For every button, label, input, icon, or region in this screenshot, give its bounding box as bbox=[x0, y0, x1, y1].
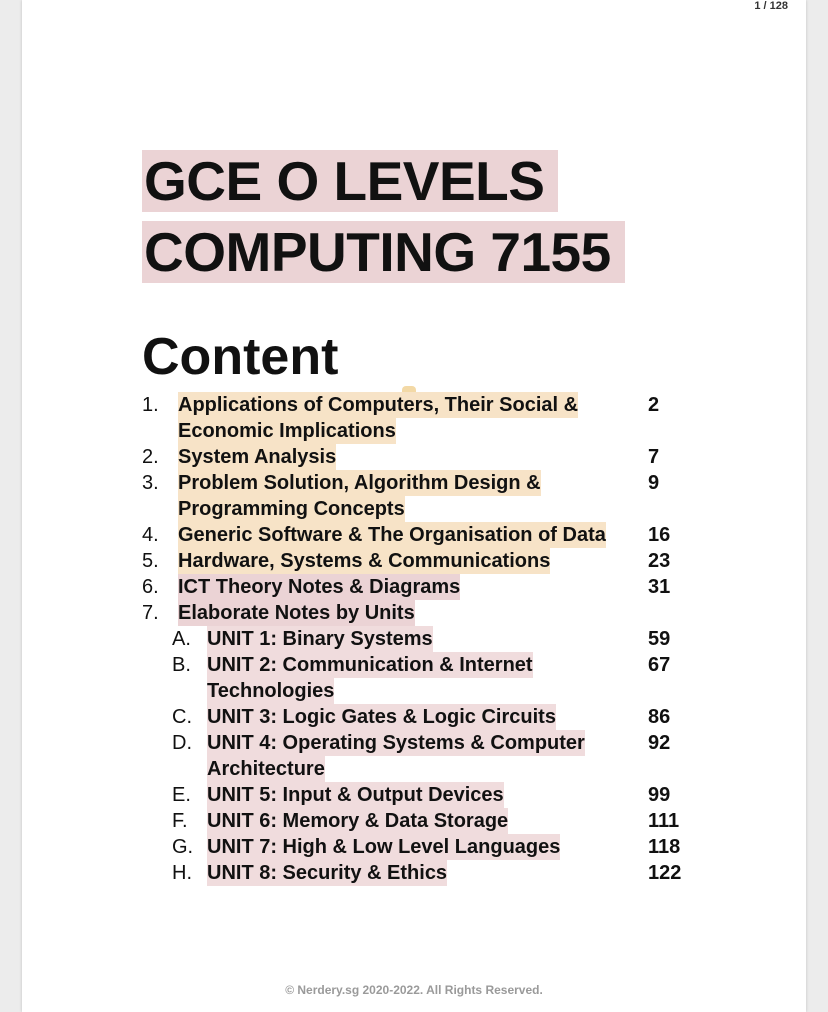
title-text-2: COMPUTING 7155 bbox=[142, 221, 625, 283]
toc-row bbox=[142, 470, 702, 496]
toc-row bbox=[142, 600, 702, 626]
toc-item-page: 23 bbox=[648, 550, 671, 572]
toc-item-number: F. bbox=[172, 810, 188, 832]
toc-item-number: D. bbox=[172, 732, 192, 754]
toc-item-number: 3. bbox=[142, 472, 159, 494]
toc-item-page: 118 bbox=[648, 836, 681, 858]
toc-item-number: G. bbox=[172, 836, 194, 858]
toc-item-title[interactable]: UNIT 7: High & Low Level Languages bbox=[207, 836, 561, 858]
toc-item-number: E. bbox=[172, 784, 191, 806]
toc-item-title[interactable]: Economic Implications bbox=[178, 420, 396, 442]
toc-item-page: 9 bbox=[648, 472, 660, 494]
toc-item-title[interactable]: Elaborate Notes by Units bbox=[178, 602, 415, 624]
toc-item-title[interactable]: Technologies bbox=[207, 680, 335, 702]
toc-row bbox=[142, 652, 702, 678]
toc-item-page: 122 bbox=[648, 862, 682, 884]
toc-row bbox=[142, 860, 702, 886]
toc-item-title[interactable]: UNIT 3: Logic Gates & Logic Circuits bbox=[207, 706, 556, 728]
toc-row bbox=[142, 626, 702, 652]
toc-row bbox=[142, 808, 702, 834]
toc-item-title[interactable]: Problem Solution, Algorithm Design & bbox=[178, 472, 541, 494]
toc-item-title[interactable]: Hardware, Systems & Communications bbox=[178, 550, 551, 572]
document-page bbox=[22, 0, 806, 1012]
toc-item-title[interactable]: UNIT 6: Memory & Data Storage bbox=[207, 810, 509, 832]
toc-row bbox=[142, 418, 702, 444]
toc-item-title[interactable]: UNIT 2: Communication & Internet bbox=[207, 654, 533, 676]
toc-item-page: 92 bbox=[648, 732, 671, 754]
title-line-1 bbox=[142, 146, 558, 216]
toc-item-title[interactable]: UNIT 5: Input & Output Devices bbox=[207, 784, 504, 806]
toc-item-title[interactable]: Architecture bbox=[207, 758, 325, 780]
toc-item-number: A. bbox=[172, 628, 191, 650]
toc-item-page: 86 bbox=[648, 706, 671, 728]
toc-row bbox=[142, 522, 702, 548]
toc-item-page: 7 bbox=[648, 446, 660, 468]
toc-item-number: 4. bbox=[142, 524, 159, 546]
toc-item-page: 16 bbox=[648, 524, 671, 546]
toc-item-number: 1. bbox=[142, 394, 159, 416]
toc-item-number: 7. bbox=[142, 602, 159, 624]
toc-item-page: 99 bbox=[648, 784, 671, 806]
page-counter: 1 / 128 bbox=[754, 0, 788, 12]
toc-item-title[interactable]: UNIT 4: Operating Systems & Computer bbox=[207, 732, 585, 754]
toc-item-page: 31 bbox=[648, 576, 671, 598]
toc-item-title[interactable]: System Analysis bbox=[178, 446, 337, 468]
toc-row bbox=[142, 574, 702, 600]
toc-item-number: 2. bbox=[142, 446, 159, 468]
toc-row bbox=[142, 730, 702, 756]
toc-item-page: 111 bbox=[648, 810, 680, 832]
toc-item-number: 6. bbox=[142, 576, 159, 598]
toc-row bbox=[142, 496, 702, 522]
toc-item-page: 2 bbox=[648, 394, 660, 416]
table-of-contents bbox=[142, 392, 702, 886]
toc-item-title[interactable]: UNIT 8: Security & Ethics bbox=[207, 862, 448, 884]
toc-row bbox=[142, 782, 702, 808]
toc-row bbox=[142, 834, 702, 860]
toc-row bbox=[142, 444, 702, 470]
toc-item-number: C. bbox=[172, 706, 192, 728]
toc-item-title[interactable]: Applications of Computers, Their Social & bbox=[178, 394, 579, 416]
toc-item-title[interactable]: UNIT 1: Binary Systems bbox=[207, 628, 433, 650]
toc-item-title[interactable]: Generic Software & The Organisation of Data bbox=[178, 524, 606, 546]
toc-item-title[interactable]: ICT Theory Notes & Diagrams bbox=[178, 576, 461, 598]
toc-item-number: B. bbox=[172, 654, 191, 676]
toc-item-page: 59 bbox=[648, 628, 671, 650]
toc-row bbox=[142, 704, 702, 730]
footer-copyright: © Nerdery.sg 2020-2022. All Rights Reserved. bbox=[285, 983, 543, 997]
toc-row bbox=[142, 392, 702, 418]
title-line-2 bbox=[142, 217, 625, 287]
toc-row bbox=[142, 548, 702, 574]
toc-item-number: H. bbox=[172, 862, 192, 884]
toc-item-title[interactable]: Programming Concepts bbox=[178, 498, 405, 520]
toc-item-number: 5. bbox=[142, 550, 159, 572]
toc-row bbox=[142, 678, 702, 704]
toc-row bbox=[142, 756, 702, 782]
content-heading: Content bbox=[142, 328, 339, 386]
title-text-1: GCE O LEVELS bbox=[142, 150, 558, 212]
toc-item-page: 67 bbox=[648, 654, 671, 676]
